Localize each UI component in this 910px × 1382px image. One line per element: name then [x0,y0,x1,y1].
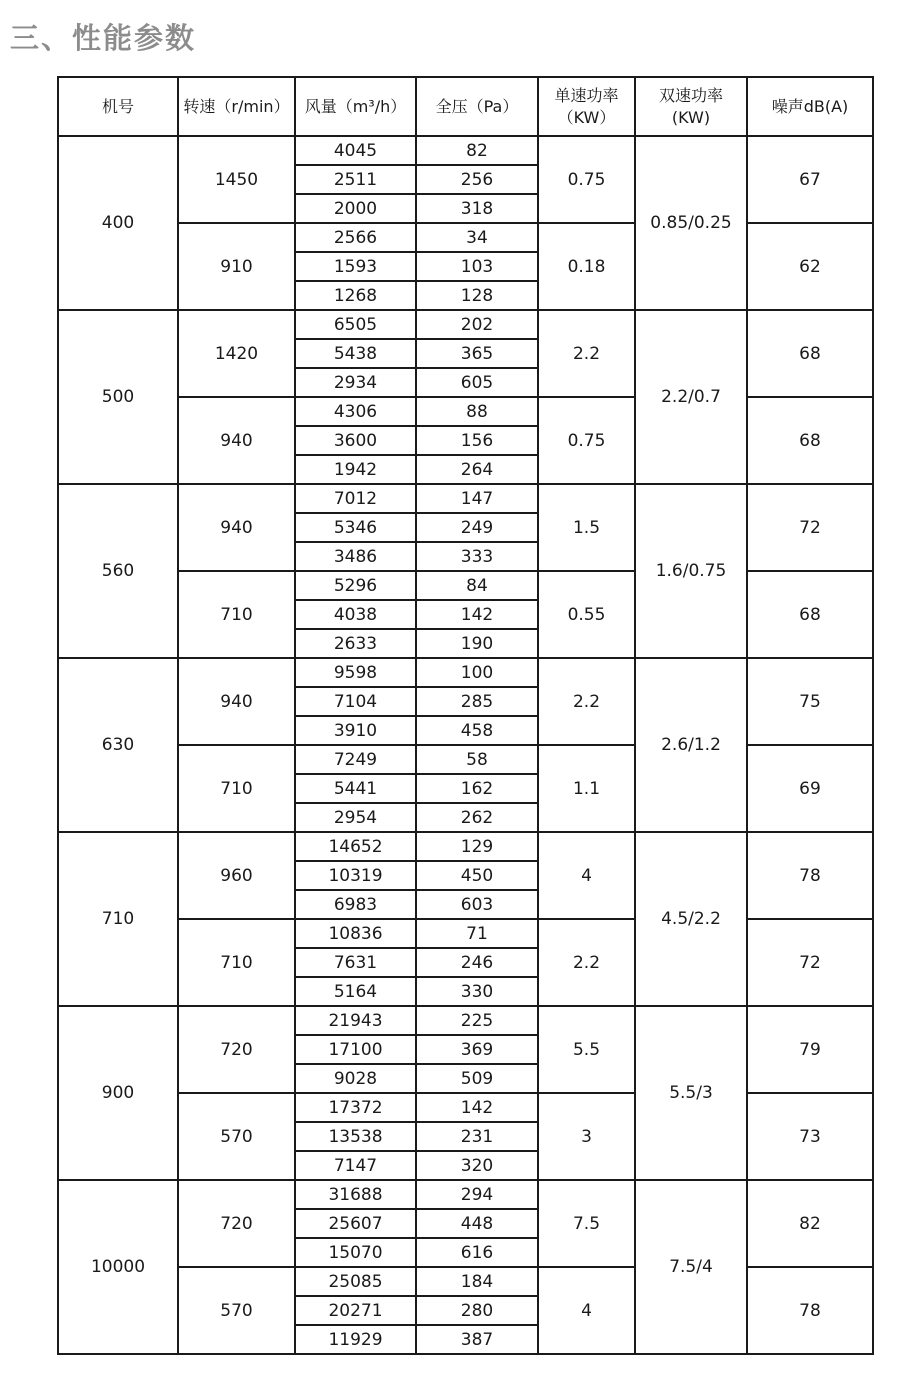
table-row [58,397,873,426]
speed-cell: 710 [178,571,295,658]
noise-cell: 82 [747,1180,873,1267]
model-cell: 630 [58,658,178,832]
header-pressure: 全压（Pa） [416,77,538,136]
speed-cell: 1450 [178,136,295,223]
single-power-cell: 4 [538,1267,635,1354]
airflow-cell: 21943 [295,1006,416,1035]
single-power-cell: 2.2 [538,310,635,397]
model-cell: 710 [58,832,178,1006]
airflow-cell: 7104 [295,687,416,716]
header-dual-power-line2: (KW) [671,107,711,127]
pressure-cell: 58 [416,745,538,774]
noise-cell: 68 [747,397,873,484]
pressure-cell: 605 [416,368,538,397]
single-power-cell: 1.1 [538,745,635,832]
pressure-cell: 129 [416,832,538,861]
single-power-cell: 4 [538,832,635,919]
speed-cell: 1420 [178,310,295,397]
page-title: 三、性能参数 [10,21,197,55]
pressure-cell: 262 [416,803,538,832]
single-power-cell: 0.18 [538,223,635,310]
airflow-cell: 2511 [295,165,416,194]
airflow-cell: 1942 [295,455,416,484]
pressure-cell: 142 [416,1093,538,1122]
header-model: 机号 [58,77,178,136]
noise-cell: 78 [747,832,873,919]
pressure-cell: 365 [416,339,538,368]
noise-cell: 69 [747,745,873,832]
airflow-cell: 11929 [295,1325,416,1354]
pressure-cell: 280 [416,1296,538,1325]
single-power-cell: 2.2 [538,919,635,1006]
pressure-cell: 333 [416,542,538,571]
header-airflow: 风量（m³/h） [295,77,416,136]
airflow-cell: 7249 [295,745,416,774]
pressure-cell: 387 [416,1325,538,1354]
table-row [58,1180,873,1209]
model-cell: 500 [58,310,178,484]
single-power-cell: 5.5 [538,1006,635,1093]
header-noise: 噪声dB(A) [747,77,873,136]
pressure-cell: 318 [416,194,538,223]
pressure-cell: 225 [416,1006,538,1035]
pressure-cell: 82 [416,136,538,165]
speed-cell: 960 [178,832,295,919]
airflow-cell: 7012 [295,484,416,513]
speed-cell: 710 [178,745,295,832]
noise-cell: 62 [747,223,873,310]
dual-power-cell: 7.5/4 [635,1180,747,1354]
dual-power-cell: 2.6/1.2 [635,658,747,832]
airflow-cell: 3600 [295,426,416,455]
airflow-cell: 13538 [295,1122,416,1151]
speed-cell: 570 [178,1093,295,1180]
pressure-cell: 103 [416,252,538,281]
pressure-cell: 448 [416,1209,538,1238]
noise-cell: 78 [747,1267,873,1354]
airflow-cell: 2566 [295,223,416,252]
pressure-cell: 100 [416,658,538,687]
single-power-cell: 0.75 [538,136,635,223]
pressure-cell: 369 [416,1035,538,1064]
airflow-cell: 7147 [295,1151,416,1180]
airflow-cell: 5438 [295,339,416,368]
pressure-cell: 190 [416,629,538,658]
airflow-cell: 2633 [295,629,416,658]
airflow-cell: 20271 [295,1296,416,1325]
noise-cell: 68 [747,571,873,658]
header-single-power [538,77,635,136]
airflow-cell: 14652 [295,832,416,861]
single-power-cell: 0.75 [538,397,635,484]
airflow-cell: 9598 [295,658,416,687]
single-power-cell: 3 [538,1093,635,1180]
airflow-cell: 5346 [295,513,416,542]
speed-cell: 710 [178,919,295,1006]
noise-cell: 67 [747,136,873,223]
airflow-cell: 31688 [295,1180,416,1209]
model-cell: 560 [58,484,178,658]
airflow-cell: 1268 [295,281,416,310]
airflow-cell: 4038 [295,600,416,629]
pressure-cell: 34 [416,223,538,252]
airflow-cell: 2934 [295,368,416,397]
airflow-cell: 7631 [295,948,416,977]
header-row [58,77,873,136]
speed-cell: 570 [178,1267,295,1354]
pressure-cell: 184 [416,1267,538,1296]
pressure-cell: 603 [416,890,538,919]
airflow-cell: 5164 [295,977,416,1006]
speed-cell: 910 [178,223,295,310]
table-row [58,1267,873,1296]
pressure-cell: 246 [416,948,538,977]
single-power-cell: 0.55 [538,571,635,658]
header-dual-power-line1: 双速功率 [658,85,723,105]
airflow-cell: 10319 [295,861,416,890]
table-row [58,223,873,252]
performance-table [57,76,874,1355]
airflow-cell: 10836 [295,919,416,948]
model-cell: 400 [58,136,178,310]
speed-cell: 940 [178,397,295,484]
pressure-cell: 509 [416,1064,538,1093]
pressure-cell: 202 [416,310,538,339]
single-power-cell: 1.5 [538,484,635,571]
noise-cell: 68 [747,310,873,397]
header-single-power-line2: （KW） [557,107,616,127]
pressure-cell: 84 [416,571,538,600]
header-speed: 转速（r/min） [178,77,295,136]
dual-power-cell: 4.5/2.2 [635,832,747,1006]
airflow-cell: 3910 [295,716,416,745]
model-cell: 900 [58,1006,178,1180]
airflow-cell: 4045 [295,136,416,165]
airflow-cell: 1593 [295,252,416,281]
table-row [58,484,873,513]
airflow-cell: 15070 [295,1238,416,1267]
noise-cell: 79 [747,1006,873,1093]
pressure-cell: 162 [416,774,538,803]
single-power-cell: 2.2 [538,658,635,745]
table-row [58,1093,873,1122]
pressure-cell: 142 [416,600,538,629]
airflow-cell: 25085 [295,1267,416,1296]
table-row [58,919,873,948]
airflow-cell: 4306 [295,397,416,426]
pressure-cell: 264 [416,455,538,484]
airflow-cell: 9028 [295,1064,416,1093]
dual-power-cell: 5.5/3 [635,1006,747,1180]
pressure-cell: 294 [416,1180,538,1209]
pressure-cell: 450 [416,861,538,890]
airflow-cell: 17100 [295,1035,416,1064]
dual-power-cell: 2.2/0.7 [635,310,747,484]
noise-cell: 72 [747,919,873,1006]
pressure-cell: 156 [416,426,538,455]
speed-cell: 940 [178,658,295,745]
airflow-cell: 5441 [295,774,416,803]
table-row [58,658,873,687]
header-dual-power [635,77,747,136]
table-row [58,832,873,861]
pressure-cell: 616 [416,1238,538,1267]
table-body [58,136,873,1354]
airflow-cell: 2954 [295,803,416,832]
pressure-cell: 330 [416,977,538,1006]
pressure-cell: 128 [416,281,538,310]
pressure-cell: 231 [416,1122,538,1151]
header-single-power-line1: 单速功率 [554,85,619,105]
airflow-cell: 6983 [295,890,416,919]
pressure-cell: 256 [416,165,538,194]
airflow-cell: 5296 [295,571,416,600]
pressure-cell: 285 [416,687,538,716]
airflow-cell: 3486 [295,542,416,571]
airflow-cell: 2000 [295,194,416,223]
table-row [58,1006,873,1035]
speed-cell: 720 [178,1006,295,1093]
single-power-cell: 7.5 [538,1180,635,1267]
noise-cell: 73 [747,1093,873,1180]
pressure-cell: 147 [416,484,538,513]
pressure-cell: 249 [416,513,538,542]
table-row [58,310,873,339]
speed-cell: 720 [178,1180,295,1267]
pressure-cell: 320 [416,1151,538,1180]
table-row [58,571,873,600]
model-cell: 10000 [58,1180,178,1354]
airflow-cell: 25607 [295,1209,416,1238]
table-row [58,745,873,774]
pressure-cell: 71 [416,919,538,948]
noise-cell: 75 [747,658,873,745]
dual-power-cell: 1.6/0.75 [635,484,747,658]
airflow-cell: 6505 [295,310,416,339]
noise-cell: 72 [747,484,873,571]
dual-power-cell: 0.85/0.25 [635,136,747,310]
airflow-cell: 17372 [295,1093,416,1122]
table-row [58,136,873,165]
pressure-cell: 88 [416,397,538,426]
speed-cell: 940 [178,484,295,571]
pressure-cell: 458 [416,716,538,745]
